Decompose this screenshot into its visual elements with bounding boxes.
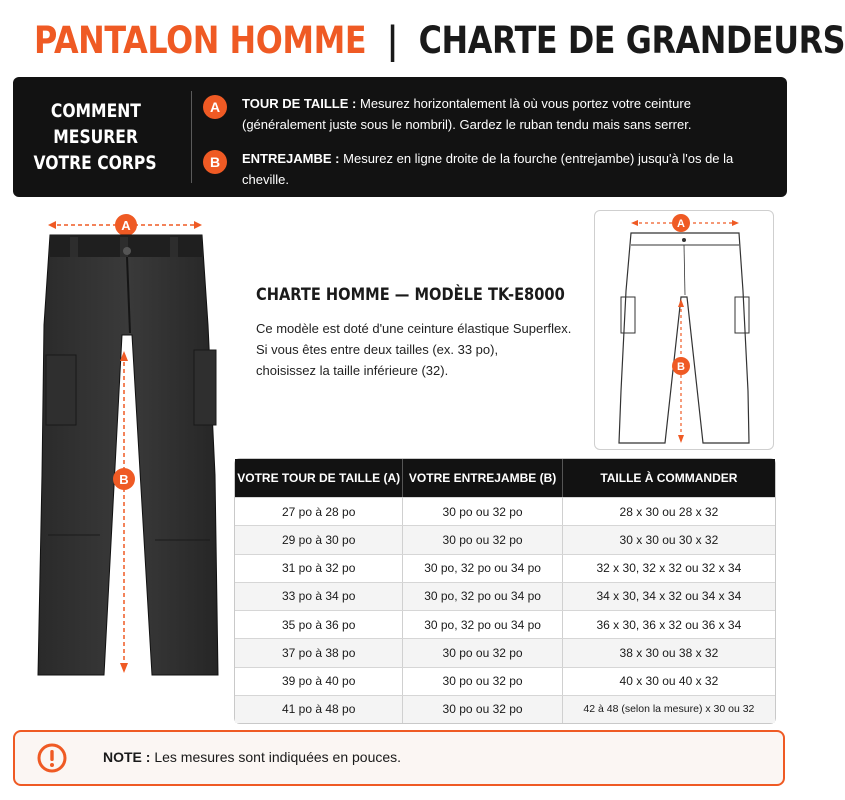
instruction-inseam (209, 148, 775, 190)
title-separator: | (386, 18, 398, 62)
table-cell: 36 x 30, 36 x 32 ou 36 x 34 (562, 611, 775, 638)
table-cell: 39 po à 40 po (281, 674, 356, 689)
table-cell: 27 po à 28 po (281, 504, 356, 519)
instruction-inseam-text (242, 148, 775, 190)
marker-a: A (121, 218, 131, 233)
table-cell: 40 x 30 ou 40 x 32 (562, 668, 775, 695)
instruction-waist-text (242, 93, 775, 135)
how-to-heading-line: COMMENT (50, 100, 141, 122)
marker-b: B (119, 472, 129, 487)
table-row (235, 525, 775, 553)
sketch-marker-b: B (677, 361, 685, 373)
table-row (235, 554, 775, 582)
instruction-waist-label: TOUR DE TAILLE : (242, 96, 357, 111)
table-cell: 30 po ou 32 po (402, 639, 561, 666)
exclamation-circle-icon (37, 743, 67, 773)
badge-a: A (203, 95, 227, 119)
instruction-inseam-body: Mesurez en ligne droite de la fourche (entrejambe) jusqu'à l'os de la cheville. (242, 151, 734, 187)
table-row (235, 610, 775, 638)
model-description (256, 318, 576, 381)
table-cell: 38 x 30 ou 38 x 32 (562, 639, 775, 666)
table-cell: 30 po, 32 po ou 34 po (402, 611, 561, 638)
model-title: CHARTE HOMME — MODÈLE TK-E8000 (256, 285, 565, 305)
sketch-waist-arrow (631, 214, 739, 232)
page-title (34, 14, 845, 66)
table-cell: 32 x 30, 32 x 32 ou 32 x 34 (562, 555, 775, 582)
badge-b: B (203, 150, 227, 174)
table-row (235, 667, 775, 695)
model-description-line: Ce modèle est doté d'une ceinture élastique Superflex. (256, 321, 572, 336)
instruction-inseam-label: ENTREJAMBE : (242, 151, 340, 166)
table-cell: 42 à 48 (selon la mesure) x 30 ou 32 (562, 696, 775, 723)
waist-measure-arrow (48, 214, 202, 236)
note-box (13, 730, 785, 786)
how-to-heading-line: VOTRE CORPS (33, 152, 158, 174)
table-cell: 34 x 30, 34 x 32 ou 34 x 34 (562, 583, 775, 610)
instruction-waist-body: Mesurez horizontalement là où vous portez votre ceinture (généralement juste sous le nombril). Gardez le ruban tendu mais sans serrer. (242, 96, 692, 132)
table-row (235, 497, 775, 525)
table-cell: 31 po à 32 po (281, 561, 356, 576)
column-header-size: TAILLE À COMMANDER (562, 459, 775, 497)
note-body: Les mesures sont indiquées en pouces. (154, 749, 402, 765)
table-row (235, 638, 775, 666)
pants-sketch (595, 211, 775, 451)
table-cell: 41 po à 48 po (281, 702, 356, 717)
note-label: NOTE : (103, 749, 151, 765)
table-cell: 35 po à 36 po (281, 617, 356, 632)
pants-sketch-box (594, 210, 774, 450)
table-cell: 30 x 30 ou 30 x 32 (562, 526, 775, 553)
table-cell: 37 po à 38 po (281, 645, 356, 660)
sketch-marker-a: A (677, 218, 685, 230)
table-cell: 30 po, 32 po ou 34 po (402, 583, 561, 610)
table-cell: 30 po ou 32 po (402, 526, 561, 553)
table-row (235, 695, 775, 723)
title-left: PANTALON HOMME (34, 18, 367, 62)
table-header (235, 459, 775, 497)
table-cell: 30 po ou 32 po (402, 498, 561, 525)
column-header-waist: VOTRE TOUR DE TAILLE (A) (237, 471, 401, 485)
table-cell: 29 po à 30 po (281, 532, 356, 547)
how-to-heading (13, 77, 178, 197)
note-text (103, 749, 401, 765)
table-cell: 33 po à 34 po (281, 589, 356, 604)
table-body (235, 497, 775, 723)
how-to-heading-line: MESURER (53, 126, 138, 148)
model-description-line: choisissez la taille inférieure (32). (256, 363, 449, 378)
column-header-inseam: VOTRE ENTREJAMBE (B) (402, 459, 561, 497)
title-right: CHARTE DE GRANDEURS (418, 18, 845, 62)
table-cell: 30 po ou 32 po (402, 696, 561, 723)
pants-photo (30, 205, 230, 685)
table-row (235, 582, 775, 610)
size-table (234, 458, 776, 724)
model-description-line: Si vous êtes entre deux tailles (ex. 33 po), (256, 342, 499, 357)
divider (191, 91, 192, 183)
instruction-waist (209, 93, 775, 135)
table-cell: 28 x 30 ou 28 x 32 (562, 498, 775, 525)
how-to-measure-panel (13, 77, 787, 197)
table-cell: 30 po, 32 po ou 34 po (402, 555, 561, 582)
table-cell: 30 po ou 32 po (402, 668, 561, 695)
